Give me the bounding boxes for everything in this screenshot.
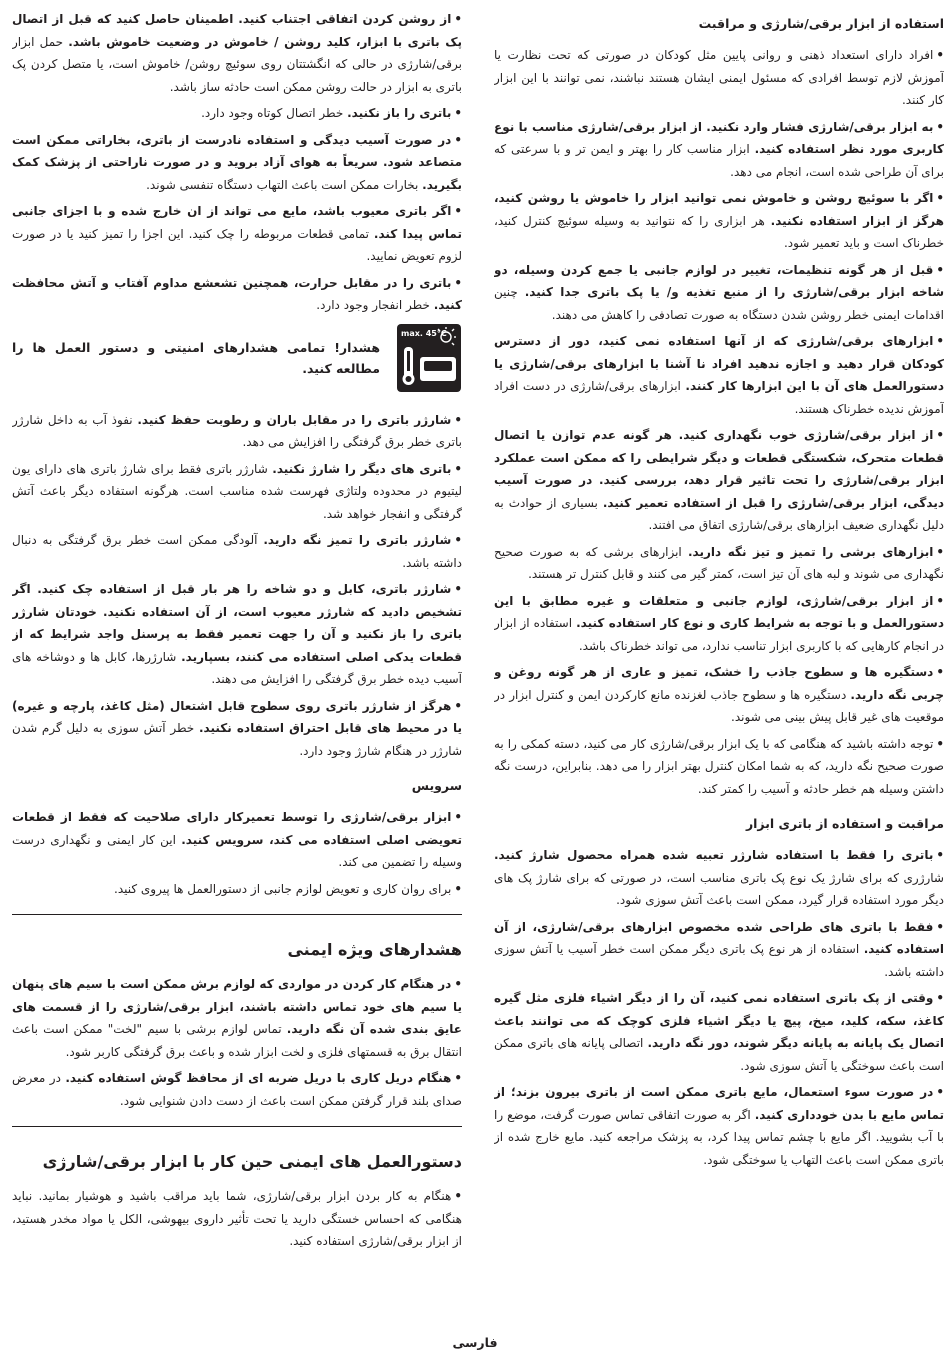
bullet-dot-icon: •: [454, 698, 462, 713]
bold-text: وقتی از پک باتری استفاده نمی کنید، آن را از دیگر اشیاء فلزی مثل گیره کاغذ، سکه، کلید، میخ، پیچ یا دیگر اشیاء فلزی کوچک که می توانند باعث اتصال یک پایانه به پایانه دیگر شوند، دور نگه دارید.: [494, 991, 944, 1050]
right-column: [494, 8, 944, 1328]
bullet-dot-icon: •: [454, 533, 462, 547]
bullet-paragraph: [12, 200, 462, 268]
body-text: هر ابزاری را که نتوانید به وسیله سوئیچ کنترل کنید، خطرناک است و باید تعمیر شود.: [494, 213, 944, 250]
bullet-dot-icon: •: [454, 881, 462, 896]
bullet-dot-icon: •: [454, 204, 462, 218]
heading-service: سرویس: [411, 778, 462, 793]
bold-text: هنگام دریل کاری با دریل ضربه ای از محافظ گوش استفاده کنید.: [65, 1071, 452, 1085]
bold-text: باتری را باز نکنید.: [347, 106, 452, 120]
body-text: برای روان کاری و تعویض لوازم جانبی از دستورالعمل ها پیروی کنید.: [114, 881, 452, 896]
bullet-dot-icon: •: [936, 1085, 944, 1099]
bullet-dot-icon: •: [454, 12, 462, 26]
bold-text: در صورت سوء استعمال، مایع باتری ممکن است از باتری بیرون بزند؛ از تماس مایع با بدن خودداری کنید.: [494, 1085, 944, 1122]
bullet-dot-icon: •: [454, 1071, 462, 1085]
bold-text: شارژر باتری را تمیز نگه دارید.: [263, 533, 452, 547]
heading-safety-instructions: دستورالعمل های ایمنی حین کار با ابزار برقی/شارژی: [42, 1152, 462, 1171]
body-text: دستگیره ها و سطوح جاذب لغزنده مانع کارکردن ایمن و کنترل ابزار در موقعیت های غیر قابل پیش بینی می شوند.: [494, 687, 944, 724]
body-text: نفوذ آب به داخل شارژر باتری خطر برق گرفتگی را افزایش می دهد.: [12, 412, 462, 449]
bold-text: فقط با باتری های طراحی شده مخصوص ابزارهای برقی/شارژی، از آن استفاده کنید.: [494, 919, 944, 956]
bullet-paragraph: [12, 129, 462, 197]
bullet-paragraph: [494, 424, 944, 537]
bullet-paragraph: [494, 733, 944, 801]
body-text: تمامی قطعات مربوطه را چک کنید. این اجزا را تمیز کنید یا در صورت لزوم تعویض نمایید.: [12, 226, 462, 263]
charger-list: [12, 409, 462, 763]
heading-battery: مراقبت و استفاده از باتری ابزار: [745, 816, 944, 831]
body-text: ابزارهای برشی که به صورت صحیح نگهداری می شوند و لبه های آن تیز است، کمتر گیر می کنند و قابل کنترل تر هستند.: [494, 544, 944, 581]
bullet-dot-icon: •: [454, 461, 462, 476]
bullet-paragraph: [494, 844, 944, 912]
bold-text: در صورت آسیب دیدگی و استفاده نادرست از باتری، بخاراتی ممکن است متصاعد شود. سریعاً به هوای آزاد بروید و در صورت ناراحتی از پزشک کمک بگیرید.: [12, 132, 462, 192]
bullet-paragraph: [12, 973, 462, 1063]
bullet-dot-icon: •: [936, 262, 944, 277]
bullet-paragraph: [494, 661, 944, 729]
bullet-paragraph: [12, 806, 462, 874]
bold-text: به ابزار برقی/شارژی فشار وارد نکنید. از ابزار برقی/شارژی مناسب با نوع کاربری مورد نظر استفاده کنید.: [494, 119, 944, 156]
bullet-paragraph: [12, 458, 462, 526]
special-list: [12, 973, 462, 1112]
bullet-dot-icon: •: [936, 48, 944, 62]
bullet-dot-icon: •: [454, 582, 462, 596]
body-text: افراد دارای استعداد ذهنی و روانی پایین مثل کودکان در صورتی که تحت نظارت یا آموزش لازم توسط افرادی که مسئول ایمنی ایشان هستند نباشند، نمی توانند با این ابزار کار کنند.: [494, 48, 944, 107]
bold-text: شارژر باتری، کابل و دو شاخه را هر بار قبل از استفاده چک کنید. اگر تشخیص دادید که شارژر معیوب است، از آن استفاده نکنید. خودتان شارژر باتری را باز نکنید و آن را جهت تعمیر فقط به پرسنل واجد شرایط که از قطعات یدکی اصلی استفاده می کنند، بسپارید.: [12, 582, 462, 664]
body-text: بسیاری از حوادث به دلیل نگهداری ضعیف ابزارهای برقی/شارژی اتفاق می افتند.: [494, 495, 944, 532]
bullet-dot-icon: •: [936, 665, 944, 679]
body-text: چنین اقدامات ایمنی خطر روشن شدن دستگاه به صورت تصادفی را کاهش می دهند.: [494, 285, 944, 322]
bullet-dot-icon: •: [936, 191, 944, 205]
body-text: این کار ایمنی و نگهداری درست وسیله را تضمین می کند.: [12, 832, 462, 869]
bold-text: اگر باتری معیوب باشد، مایع می تواند از ان خارج شده و با اجزای جانبی تماس پیدا کند.: [12, 204, 462, 241]
safety-list: [12, 1185, 462, 1253]
body-text: تماس لوازم برشی با سیم "لخت" ممکن است باعث انتقال برق به قسمتهای فلزی و لخت ابزار شده و باعث برق گرفتگی کاربر شود.: [12, 1022, 462, 1059]
bullet-paragraph: [494, 541, 944, 586]
bold-text: باتری های دیگر را شارژ نکنید.: [272, 461, 452, 476]
bullet-dot-icon: •: [936, 919, 944, 934]
heading-special-warnings: هشدارهای ویژه ایمنی: [287, 940, 462, 959]
bullet-paragraph: [12, 8, 462, 98]
left-column: [12, 8, 462, 1328]
body-text: اگر به صورت اتفاقی تماس صورت گرفت، موضع را با آب بشویید. اگر مایع با چشم تماس پیدا کرد، به پزشک مراجعه کنید. مایع خارج شده از باتری ممکن است باعث التهاب یا سوختگی شود.: [494, 1107, 944, 1167]
bullet-dot-icon: •: [936, 428, 944, 442]
bullet-paragraph: [12, 529, 462, 574]
bold-text: از ابزار برقی/شارژی، لوازم جانبی و متعلقات و غیره مطابق با این دستورالعمل و با توجه به شرایط کاری و نوع کار استفاده کنید.: [494, 593, 944, 630]
bullet-dot-icon: •: [936, 848, 944, 862]
bold-text: ابزار برقی/شارژی را توسط تعمیرکار دارای صلاحیت که فقط از قطعات تعویضی اصلی استفاده می کند، سرویس کنید.: [12, 810, 462, 847]
bullet-paragraph: [494, 1081, 944, 1171]
body-text: آلودگی ممکن است خطر برق گرفتگی به دنبال داشته باشد.: [12, 533, 462, 570]
bullet-dot-icon: •: [454, 977, 462, 991]
bold-text: قبل از هر گونه تنظیمات، تغییر در لوازم جانبی یا جمع کردن وسیله، دو شاخه ابزار برقی/شارژی را از منبع تغذیه و/ یا پک باتری جدا کنید.: [494, 262, 944, 299]
bullet-dot-icon: •: [936, 593, 944, 608]
warning-box: [12, 323, 462, 393]
bullet-paragraph: [12, 1067, 462, 1112]
bullet-paragraph: [494, 987, 944, 1077]
bullet-dot-icon: •: [936, 991, 944, 1005]
footer-language: فارسی: [452, 1335, 498, 1350]
heading-tool-use: استفاده از ابزار برقی/شارژی و مراقبت: [698, 16, 944, 31]
bullet-paragraph: [494, 590, 944, 658]
body-text: خطر انفجار وجود دارد.: [316, 298, 434, 312]
body-text: اتصالی پایانه های باتری ممکن است باعث سوختگی یا آتش سوزی شود.: [494, 1036, 944, 1073]
body-text: هنگام به کار بردن ابزار برقی/شارژی، شما باید مراقب باشید و هوشیار بمانید. نباید هنگامی که احساس خستگی دارید یا تحت تأثیر داروی بیهوشی، الکل یا مواد مخدر هستید، از ابزار برقی/شارژی استفاده کنید.: [12, 1189, 462, 1248]
bullet-paragraph: [494, 44, 944, 112]
bold-text: باتری را در مقابل حرارت، همچنین تشعشع مداوم آفتاب و آتش محافظت کنید.: [12, 275, 462, 312]
body-text: شارژر باتری فقط برای شارژ باتری های دارای یون لیتیوم در محدوده ولتاژی فهرست شده مناسب است. هرگونه استفاده دیگر باعث آتش گرفتگی و انفجار خواهد شد.: [12, 461, 462, 521]
bold-text: دستگیره ها و سطوح جاذب را خشک، تمیز و عاری از هر گونه روغن و چربی نگه دارید.: [494, 665, 944, 702]
bold-text: در هنگام کار کردن در مواردی که لوازم برش ممکن است با سیم های پنهان یا سیم های خود تماس داشته باشند، ابزار برقی/شارژی را از قسمت های عایق بندی شده آن نگه دارید.: [12, 977, 462, 1036]
bold-text: شارژر باتری را در مقابل باران و رطوبت حفظ کنید.: [137, 412, 452, 427]
service-list: [12, 806, 462, 900]
bold-text: از ابزار برقی/شارژی خوب نگهداری کنید. هر گونه عدم توازن یا اتصال قطعات متحرک، شکستگی قطعات و دیگر شرایطی را که ممکن است عملکرد ابزار برقی/شارژی را تحت تاثیر قرار دهد، بررسی کنید. در صورت آسیب دیدگی، ابزار برقی/شارژی را قبل از استفاده تعمیر کنید.: [494, 428, 944, 510]
body-text: شارژرها، کابل ها و دوشاخه های آسیب دیده خطر برق گرفتگی را افزایش می دهند.: [12, 649, 462, 686]
section-divider: [12, 914, 462, 915]
bullet-dot-icon: •: [454, 810, 462, 824]
tool-use-list: [494, 44, 944, 800]
body-text: در معرض صدای بلند قرار گرفتن ممکن است باعث از دست دادن شنوایی شود.: [12, 1071, 462, 1108]
bullet-paragraph: [494, 187, 944, 255]
body-text: خطر اتصال کوتاه وجود دارد.: [201, 106, 348, 120]
battery-list: [494, 844, 944, 1171]
bold-text: هرگز از شارژر باتری روی سطوح قابل اشتعال (مثل کاغذ، پارچه و غیره) یا در محیط های قابل احتراق استفاده نکنید.: [12, 698, 462, 735]
bullet-paragraph: [12, 695, 462, 763]
warning-icon-label: max. 45°C: [401, 328, 447, 338]
body-text: استفاده از ابزار در انجام کارهایی که با کاربری ابزار تناسب ندارد، می تواند خطرناک باشد.: [494, 616, 944, 653]
bullet-paragraph: [12, 578, 462, 691]
bullet-paragraph: [12, 1185, 462, 1253]
bullet-dot-icon: •: [936, 334, 944, 348]
battery-continued-list: [12, 8, 462, 317]
body-text: بخارات ممکن است باعث التهاب دستگاه تنفسی شوند.: [146, 177, 423, 192]
bullet-paragraph: [12, 409, 462, 454]
section-divider: [12, 1126, 462, 1127]
body-text: حمل ابزار برقی/شارژی در حالی که انگشتتان روی سوئیچ روشن/ خاموش است، یا متصل کردن پک باتری به ابزار در حالت روشن ممکن است حادثه ساز باشد.: [12, 34, 462, 94]
bullet-paragraph: [494, 330, 944, 420]
bullet-paragraph: [494, 916, 944, 984]
bullet-dot-icon: •: [936, 736, 944, 751]
bullet-paragraph: [494, 116, 944, 184]
bold-text: اگر با سوئیچ روشن و خاموش نمی توانید ابزار را خاموش یا روشن کنید، هرگز از ابزار استفاده نکنید.: [494, 191, 944, 228]
bullet-dot-icon: •: [454, 412, 462, 427]
bold-text: باتری را فقط با استفاده شارژر تعبیه شده همراه محصول شارژ کنید.: [494, 848, 934, 862]
bold-text: از روشن کردن اتفاقی اجتناب کنید. اطمینان حاصل کنید که قبل از اتصال پک باتری با ابزار، کلید روشن / خاموش در وضعیت خاموش باشد.: [12, 12, 462, 49]
charger-temperature-icon: [396, 323, 462, 393]
bullet-paragraph: [12, 102, 462, 125]
body-text: استفاده از هر نوع پک باتری دیگر ممکن است خطر آسیب یا آتش سوزی داشته باشد.: [494, 942, 944, 979]
body-text: توجه داشته باشید که هنگامی که با یک ابزار برقی/شارژی کار می کنید، دسته کمکی را به صورت صحیح نگه دارید، که به شما امکان کنترل بهتر ابزار را می دهد. بنابراین، درست نگه داشتن وسیله هم خطر حادثه و آسیب را کمتر کند.: [494, 736, 944, 796]
body-text: ابزار مناسب کار را بهتر و ایمن تر و با سرعتی که برای آن طراحی شده است، انجام می دهد.: [494, 142, 944, 179]
body-text: خطر آتش سوزی به دلیل گرم شدن شارژر در هنگام شارژ وجود دارد.: [12, 721, 462, 758]
bullet-paragraph: [12, 272, 462, 317]
warning-text: هشدار! تمامی هشدارهای امنیتی و دستور العمل ها را مطالعه کنید.: [12, 339, 380, 376]
bold-text: ابزارهای برقی/شارژی که از آنها استفاده نمی کنید، دور از دسترس کودکان قرار دهید و اجازه ندهید افراد نا آشنا با ابزارهای برقی/شارژی یا دستورالعمل های آن با این ابزارها کار کنند.: [494, 334, 944, 393]
bullet-paragraph: [12, 878, 462, 901]
bullet-paragraph: [494, 259, 944, 327]
bullet-dot-icon: •: [454, 106, 462, 120]
body-text: شارژری که برای شارژ یک نوع پک باتری مناسب است، در صورتی که برای شارژ پک های دیگر مورد استفاده قرار گیرد، ممکن است باعث آتش سوزی شود.: [494, 870, 944, 907]
bullet-dot-icon: •: [454, 1189, 462, 1203]
bullet-dot-icon: •: [454, 132, 462, 147]
bullet-dot-icon: •: [454, 275, 462, 290]
bullet-dot-icon: •: [936, 544, 944, 559]
bullet-dot-icon: •: [936, 119, 944, 134]
body-text: ابزارهای برقی/شارژی در دست افراد آموزش ندیده خطرناک هستند.: [494, 379, 944, 416]
bold-text: ابزارهای برشی را تمیز و تیز نگه دارید.: [688, 544, 934, 559]
